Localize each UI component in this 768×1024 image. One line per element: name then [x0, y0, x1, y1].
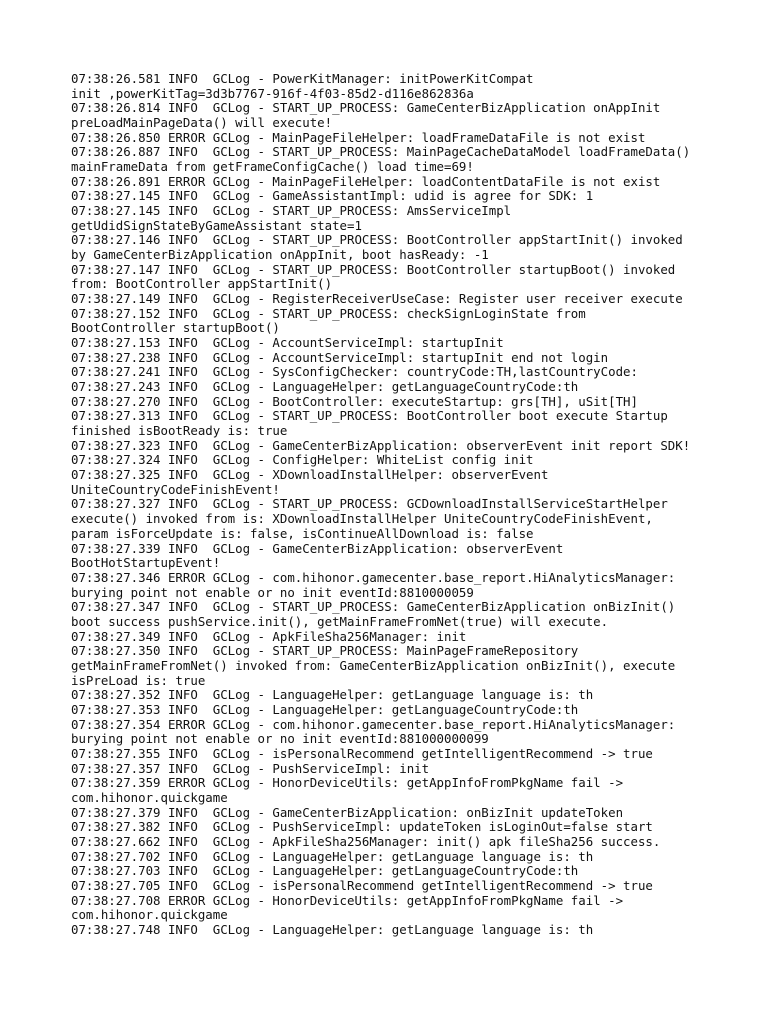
- log-line: burying point not enable or no init eventId:8810000059: [71, 584, 474, 600]
- log-line: 07:38:27.347 INFO GCLog - START_UP_PROCESS: GameCenterBizApplication onBizInit(): [71, 599, 676, 615]
- log-line: 07:38:27.149 INFO GCLog - RegisterReceiverUseCase: Register user receiver execute: [71, 291, 683, 307]
- log-line: execute() invoked from is: XDownloadInstallHelper UniteCountryCodeFinishEvent,: [71, 511, 653, 527]
- log-line: 07:38:27.153 INFO GCLog - AccountServiceImpl: startupInit: [71, 335, 504, 351]
- log-line: com.hihonor.quickgame: [71, 907, 228, 923]
- log-line: isPreLoad is: true: [71, 672, 206, 688]
- log-line: 07:38:27.238 INFO GCLog - AccountServiceImpl: startupInit end not login: [71, 349, 609, 365]
- log-line: 07:38:27.359 ERROR GCLog - HonorDeviceUtils: getAppInfoFromPkgName fail ->: [71, 775, 624, 791]
- log-line: 07:38:27.354 ERROR GCLog - com.hihonor.gamecenter.base_report.HiAnalyticsManager:: [71, 716, 676, 732]
- log-line: 07:38:27.152 INFO GCLog - START_UP_PROCESS: checkSignLoginState from: [71, 305, 586, 321]
- log-line: 07:38:27.662 INFO GCLog - ApkFileSha256Manager: init() apk fileSha256 success.: [71, 833, 661, 849]
- log-line: 07:38:27.702 INFO GCLog - LanguageHelper: getLanguage language is: th: [71, 848, 594, 864]
- log-line: 07:38:27.703 INFO GCLog - LanguageHelper: getLanguageCountryCode:th: [71, 863, 579, 879]
- log-line: 07:38:27.325 INFO GCLog - XDownloadInstallHelper: observerEvent: [71, 467, 549, 483]
- log-line: 07:38:27.379 INFO GCLog - GameCenterBizApplication: onBizInit updateToken: [71, 804, 624, 820]
- log-line: by GameCenterBizApplication onAppInit, boot hasReady: -1: [71, 247, 489, 263]
- log-line: 07:38:26.891 ERROR GCLog - MainPageFileHelper: loadContentDataFile is not exist: [71, 173, 661, 189]
- log-line: init ,powerKitTag=3d3b7767-916f-4f03-85d2-d116e862836a: [71, 85, 474, 101]
- log-line: 07:38:27.145 INFO GCLog - GameAssistantImpl: udid is agree for SDK: 1: [71, 188, 594, 204]
- log-line: 07:38:27.349 INFO GCLog - ApkFileSha256Manager: init: [71, 628, 467, 644]
- log-line: getMainFrameFromNet() invoked from: GameCenterBizApplication onBizInit(), execute: [71, 657, 676, 673]
- log-line: 07:38:27.145 INFO GCLog - START_UP_PROCESS: AmsServiceImpl: [71, 203, 512, 219]
- log-line: 07:38:27.313 INFO GCLog - START_UP_PROCESS: BootController boot execute Startup: [71, 408, 668, 424]
- log-line: UniteCountryCodeFinishEvent!: [71, 481, 280, 497]
- log-line: 07:38:27.353 INFO GCLog - LanguageHelper: getLanguageCountryCode:th: [71, 701, 579, 717]
- log-line: mainFrameData from getFrameConfigCache() load time=69!: [71, 159, 474, 175]
- log-line: 07:38:27.350 INFO GCLog - START_UP_PROCESS: MainPageFrameRepository: [71, 643, 579, 659]
- log-line: 07:38:26.814 INFO GCLog - START_UP_PROCESS: GameCenterBizApplication onAppInit: [71, 100, 661, 116]
- log-line: preLoadMainPageData() will execute!: [71, 115, 333, 131]
- log-line: 07:38:27.243 INFO GCLog - LanguageHelper: getLanguageCountryCode:th: [71, 379, 579, 395]
- log-line: 07:38:27.357 INFO GCLog - PushServiceImpl: init: [71, 760, 430, 776]
- log-line: com.hihonor.quickgame: [71, 789, 228, 805]
- log-line: boot success pushService.init(), getMainFrameFromNet(true) will execute.: [71, 613, 609, 629]
- log-line: 07:38:27.705 INFO GCLog - isPersonalRecommend getIntelligentRecommend -> true: [71, 877, 653, 893]
- log-line: param isForceUpdate is: false, isContinueAllDownload is: false: [71, 525, 534, 541]
- log-line: 07:38:26.850 ERROR GCLog - MainPageFileHelper: loadFrameDataFile is not exist: [71, 129, 646, 145]
- log-line: 07:38:27.355 INFO GCLog - isPersonalRecommend getIntelligentRecommend -> true: [71, 745, 653, 761]
- log-line: 07:38:26.887 INFO GCLog - START_UP_PROCESS: MainPageCacheDataModel loadFrameData(): [71, 144, 691, 160]
- log-line: BootHotStartupEvent!: [71, 555, 221, 571]
- log-line: getUdidSignStateByGameAssistant state=1: [71, 217, 362, 233]
- log-line: 07:38:27.339 INFO GCLog - GameCenterBizApplication: observerEvent: [71, 540, 564, 556]
- log-line: 07:38:27.270 INFO GCLog - BootController: executeStartup: grs[TH], uSit[TH]: [71, 393, 638, 409]
- log-line: from: BootController appStartInit(): [71, 276, 333, 292]
- log-line: 07:38:27.146 INFO GCLog - START_UP_PROCESS: BootController appStartInit() invoked: [71, 232, 683, 248]
- log-line: 07:38:27.241 INFO GCLog - SysConfigChecker: countryCode:TH,lastCountryCode:: [71, 364, 638, 380]
- log-line: 07:38:27.147 INFO GCLog - START_UP_PROCESS: BootController startupBoot() invoked: [71, 261, 676, 277]
- log-line: finished isBootReady is: true: [71, 423, 288, 439]
- log-line: 07:38:27.324 INFO GCLog - ConfigHelper: WhiteList config init: [71, 452, 534, 468]
- log-line: 07:38:27.708 ERROR GCLog - HonorDeviceUtils: getAppInfoFromPkgName fail ->: [71, 892, 624, 908]
- log-line: 07:38:26.581 INFO GCLog - PowerKitManager: initPowerKitCompat: [71, 71, 534, 86]
- log-text-body: [71, 72, 731, 938]
- log-line: 07:38:27.327 INFO GCLog - START_UP_PROCESS: GCDownloadInstallServiceStartHelper: [71, 496, 668, 512]
- log-line: BootController startupBoot(): [71, 320, 280, 336]
- log-line: 07:38:27.323 INFO GCLog - GameCenterBizApplication: observerEvent init report SDK!: [71, 437, 691, 453]
- log-line: 07:38:27.346 ERROR GCLog - com.hihonor.gamecenter.base_report.HiAnalyticsManager:: [71, 569, 676, 585]
- log-line: 07:38:27.382 INFO GCLog - PushServiceImpl: updateToken isLoginOut=false start: [71, 819, 653, 835]
- log-line: 07:38:27.748 INFO GCLog - LanguageHelper: getLanguage language is: th: [71, 921, 594, 937]
- log-line: 07:38:27.352 INFO GCLog - LanguageHelper: getLanguage language is: th: [71, 687, 594, 703]
- log-line: burying point not enable or no init eventId:881000000099: [71, 731, 489, 747]
